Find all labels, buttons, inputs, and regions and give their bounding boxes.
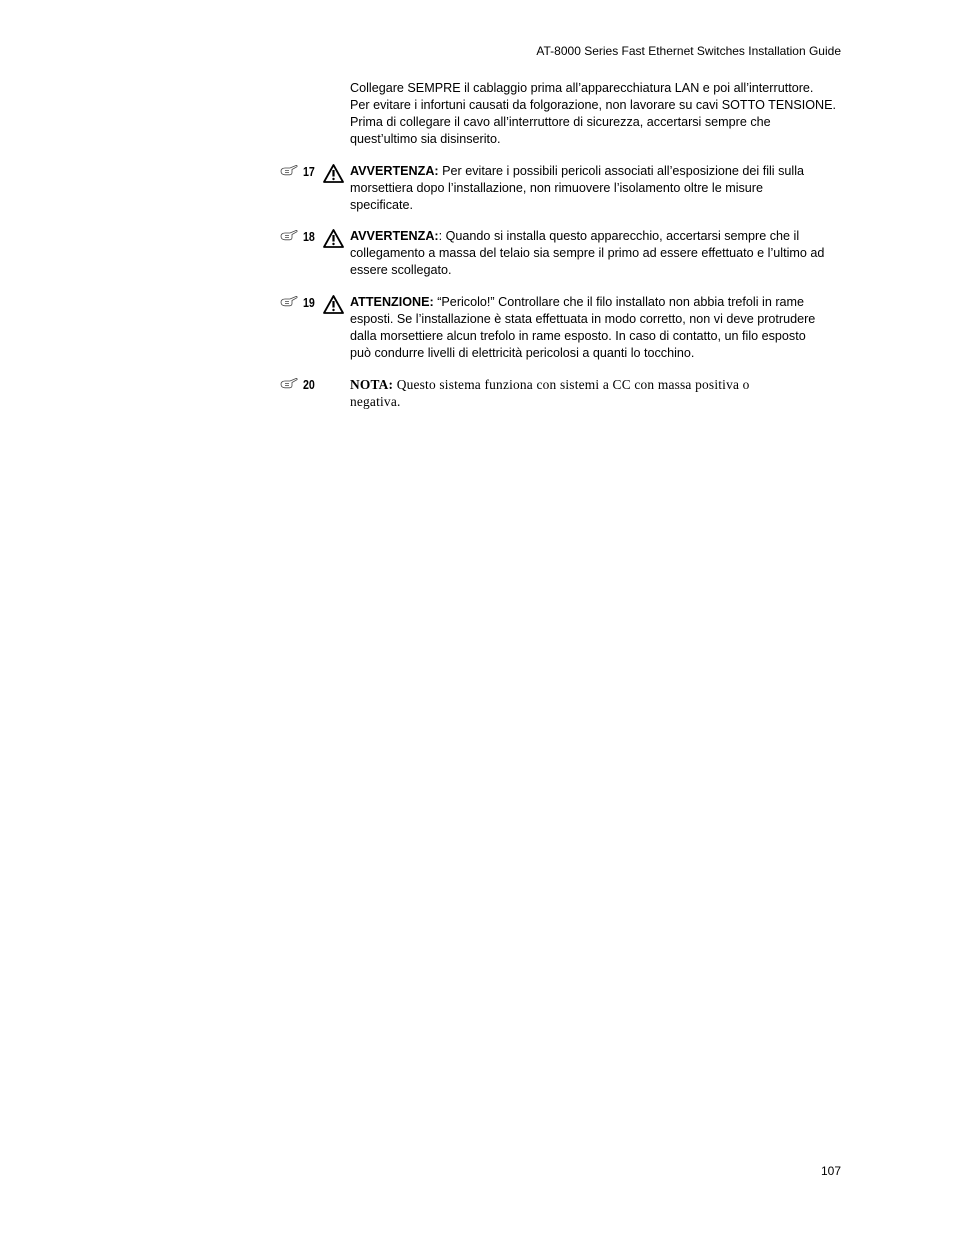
intro-line: Per evitare i infortuni causati da folgorazione, non lavorare su cavi SOTTO TENSIONE. [350, 98, 837, 112]
intro-paragraph [350, 80, 845, 148]
warning-triangle-icon [323, 295, 344, 314]
item-number: 20 [303, 377, 315, 392]
pointing-hand-icon [280, 164, 298, 176]
notice-label: AVVERTENZA: [350, 164, 439, 178]
item-number: 19 [303, 295, 315, 310]
notice-line: esposti. Se l’installazione è stata effettuata in modo corretto, non vi deve protrudere [350, 312, 816, 326]
intro-line: Collegare SEMPRE il cablaggio prima all’apparecchiatura LAN e poi all’interruttore. [350, 81, 814, 95]
notice-text [350, 376, 845, 410]
notice-line: specificate. [350, 198, 413, 212]
notice-line: negativa. [350, 394, 401, 409]
notice-text [350, 163, 845, 214]
intro-line: quest’ultimo sia disinserito. [350, 132, 501, 146]
notice-line: collegamento a massa del telaio sia sempre il primo ad essere effettuato e l’ultimo ad [350, 246, 825, 260]
page-number: 107 [820, 1164, 841, 1178]
notice-line: essere scollegato. [350, 263, 452, 277]
notice-text [350, 228, 845, 279]
pointing-hand-icon [280, 229, 298, 241]
notice-label: ATTENZIONE: [350, 295, 434, 309]
notice-line: Questo sistema funziona con sistemi a CC con massa positiva o [393, 377, 750, 392]
warning-triangle-icon [323, 164, 344, 183]
notice-line: può condurre livelli di elettricità pericolosi a quanti lo tocchino. [350, 346, 695, 360]
running-header: AT-8000 Series Fast Ethernet Switches Installation Guide [536, 44, 841, 58]
pointing-hand-icon [280, 377, 298, 389]
item-number: 18 [303, 229, 315, 244]
notice-line: : Quando si installa questo apparecchio, accertarsi sempre che il [438, 229, 800, 243]
notice-line: dalla morsettiere alcun trefolo in rame esposto. In caso di contatto, un filo esposto [350, 329, 806, 343]
notice-label: AVVERTENZA: [350, 229, 439, 243]
notice-line: Per evitare i possibili pericoli associati all’esposizione dei fili sulla [438, 164, 805, 178]
warning-triangle-icon [323, 229, 344, 248]
notice-line: morsettiera dopo l’installazione, non rimuovere l’isolamento oltre le misure [350, 181, 763, 195]
notice-text [350, 294, 845, 362]
intro-line: Prima di collegare il cavo all’interruttore di sicurezza, accertarsi sempre che [350, 115, 771, 129]
item-number: 17 [303, 164, 315, 179]
pointing-hand-icon [280, 295, 298, 307]
notice-line: “Pericolo!” Controllare che il filo installato non abbia trefoli in rame [433, 295, 805, 309]
notice-label: NOTA: [350, 377, 394, 392]
